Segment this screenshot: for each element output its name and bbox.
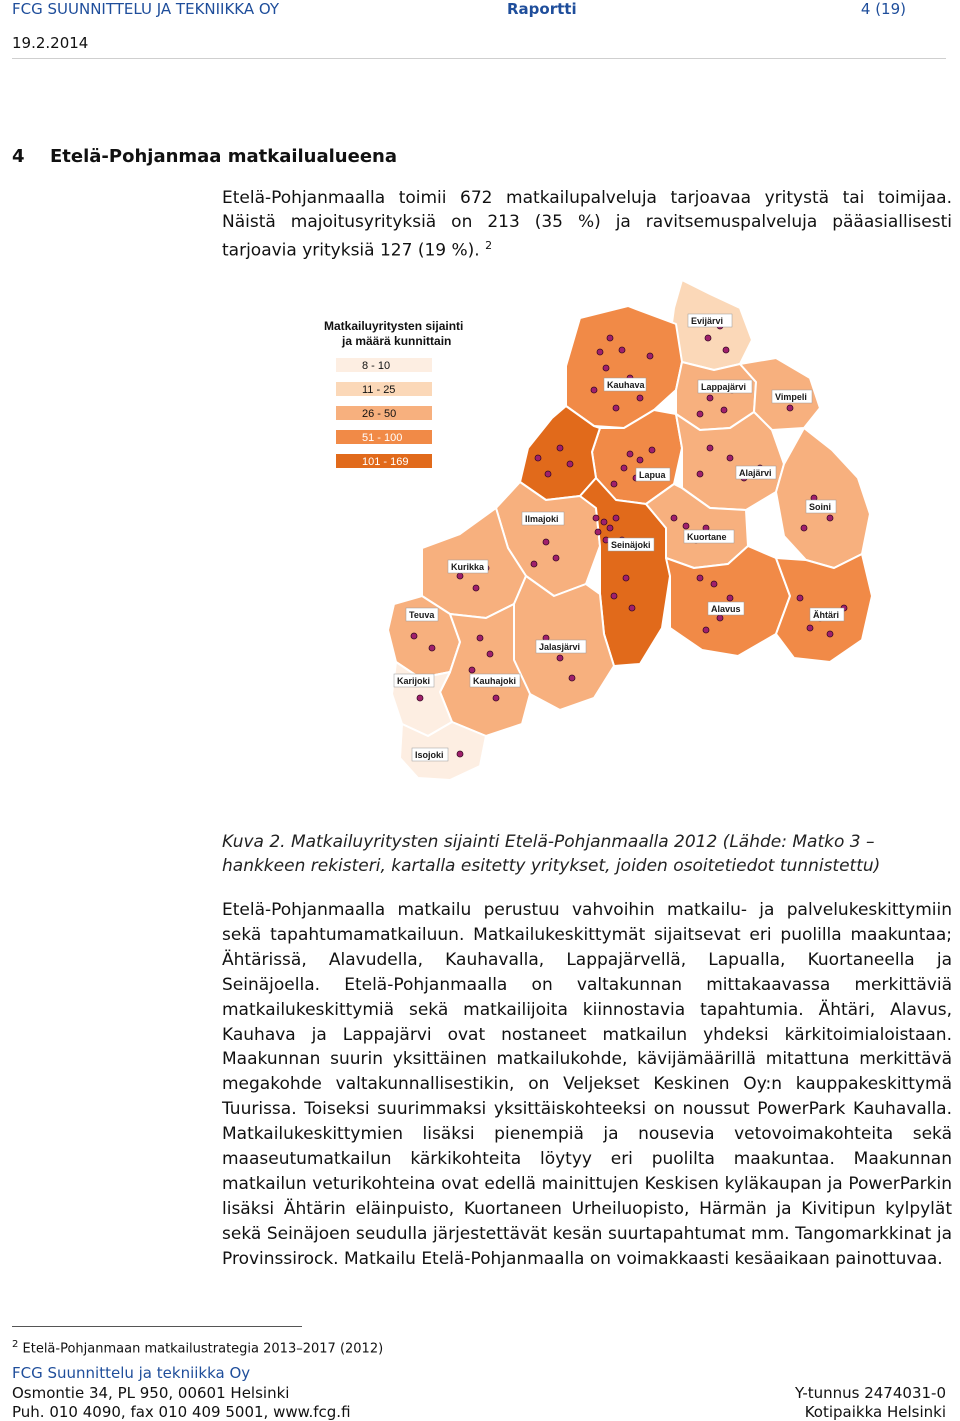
footnote-number: 2 [12,1339,19,1350]
legend-label-2: 11 - 25 [362,384,396,396]
region-soini [776,428,870,568]
footnote-reference: 2 [485,239,493,252]
label-kauhava: Kauhava [607,380,645,390]
footer-company: FCG Suunnittelu ja tekniikka Oy [12,1364,251,1382]
page-header [12,0,946,28]
footer-business-id: Y-tunnus 2474031-0 [794,1384,946,1402]
legend-label-5: 101 - 169 [362,456,409,468]
header-doctype: Raportti [507,0,577,18]
map-legend [324,319,463,468]
label-lappajarvi: Lappajärvi [701,382,747,392]
label-alavus: Alavus [711,604,741,614]
header-date: 19.2.2014 [12,34,89,52]
header-org: FCG SUUNNITTELU JA TEKNIIKKA OY [12,0,280,18]
label-isojoki: Isojoki [415,750,444,760]
figure-caption: Kuva 2. Matkailuyritysten sijainti Etelä-Pohjanmaalla 2012 (Lähde: Matko 3 – hankkeen rekisteri, kartalla esitetty yritykset, joiden osoitetiedot tunnistettu) [222,832,881,876]
label-kuortane: Kuortane [687,532,727,542]
legend-title-line1: Matkailuyritysten sijainti [324,319,464,333]
section-heading [12,146,397,167]
region-kauhava [566,306,682,428]
section-title: Etelä-Pohjanmaa matkailualueena [50,146,398,167]
header-divider [12,58,946,59]
header-page-number: 4 (19) [860,0,906,18]
intro-paragraph [222,186,952,263]
footer-domicile: Kotipaikka Helsinki [804,1403,946,1421]
label-kauhajoki: Kauhajoki [473,676,517,686]
body-paragraph: Etelä-Pohjanmaalla matkailu perustuu vahvoihin matkailu- ja palvelukeskittymiin sekä tapahtumamatkailuun. Matkailukeskittymät sijaitsevat eri puolilla maakuntaa; Ähtärissä, Alavudella, Kauhavalla, Lappajärvellä, Lapualla, Kuortaneella ja Seinäjoella. Etelä-Pohjanmaalla on valtakunnan mittakaavassa merkittäviä matkailukeskittymiä sekä matkailijoita kiinnostavia tapahtumia. Ähtäri, Alavus, Kauhava ja Lappajärvi ovat nostaneet matkailun yhdeksi kärkitoimialoistaan. Maakunnan suurin yksittäinen matkailukohde, kävijämäärillä mitattuna merkittävä megakohde valtakunnallisestikin, on Veljekset Keskinen Oy:n kauppakeskittymä Tuurissa. Toiseksi suurimmaksi yksittäiskohteeksi on noussut PowerPark Kauhavalla. Matkailukeskittymien lisäksi pienempiä ja nousevia vetovoimakohteita sekä maaseutumatkailun kärkikohteita löytyy eri puolilta maakuntaa. Maakunnan matkailun veturikohteina ovat edellä mainittujen Keskisen kyläkaupan ja PowerParkin lisäksi Ähtärin eläinpuisto, Kuortaneen Urheiluopisto, Härmän ja Kivitipun kylpylät sekä Seinäjoen seudulla järjestettävät kesän suurtapahtumat mm. Tangomarkkinat ja Provinssirock. Matkailu Etelä-Pohjanmaalla on voimakkaasti kesäaikaan painottuvaa. [222,900,952,1269]
legend-label-3: 26 - 50 [362,408,397,420]
label-evijarvi: Evijärvi [691,316,724,326]
intro-text: Etelä-Pohjanmaalla toimii 672 matkailupalveluja tarjoavaa yritystä tai toimijaa. Näistä majoitusyrityksiä on 213 (35 %) ja ravitsemuspalveluja pääasiallisesti tarjoavia yrityksiä 127 (19 %). [222,188,952,261]
legend-label-1: 8 - 10 [362,360,391,372]
legend-title-line2: ja määrä kunnittain [342,334,452,348]
label-ilmajoki: Ilmajoki [525,514,559,524]
tourism-map [310,278,882,786]
legend-label-4: 51 - 100 [362,432,403,444]
label-ahtari: Ähtäri [813,610,840,620]
footer-phone: Puh. 010 4090, fax 010 409 5001, www.fcg.fi [12,1403,351,1421]
footnote-divider [12,1326,302,1327]
footnote-text: Etelä-Pohjanmaan matkailustrategia 2013–2017 (2012) [22,1341,384,1357]
section-number: 4 [12,146,25,167]
label-soini: Soini [809,502,831,512]
label-alajarvi: Alajärvi [739,468,772,478]
label-vimpeli: Vimpeli [775,392,807,402]
label-karijoki: Karijoki [397,676,431,686]
label-jalasjarvi: Jalasjärvi [539,642,581,652]
label-teuva: Teuva [409,610,435,620]
label-kurikka: Kurikka [451,562,485,572]
label-lapua: Lapua [639,470,666,480]
label-seinajoki: Seinäjoki [611,540,651,550]
footnote [12,1339,383,1356]
footer-address: Osmontie 34, PL 950, 00601 Helsinki [12,1384,290,1402]
